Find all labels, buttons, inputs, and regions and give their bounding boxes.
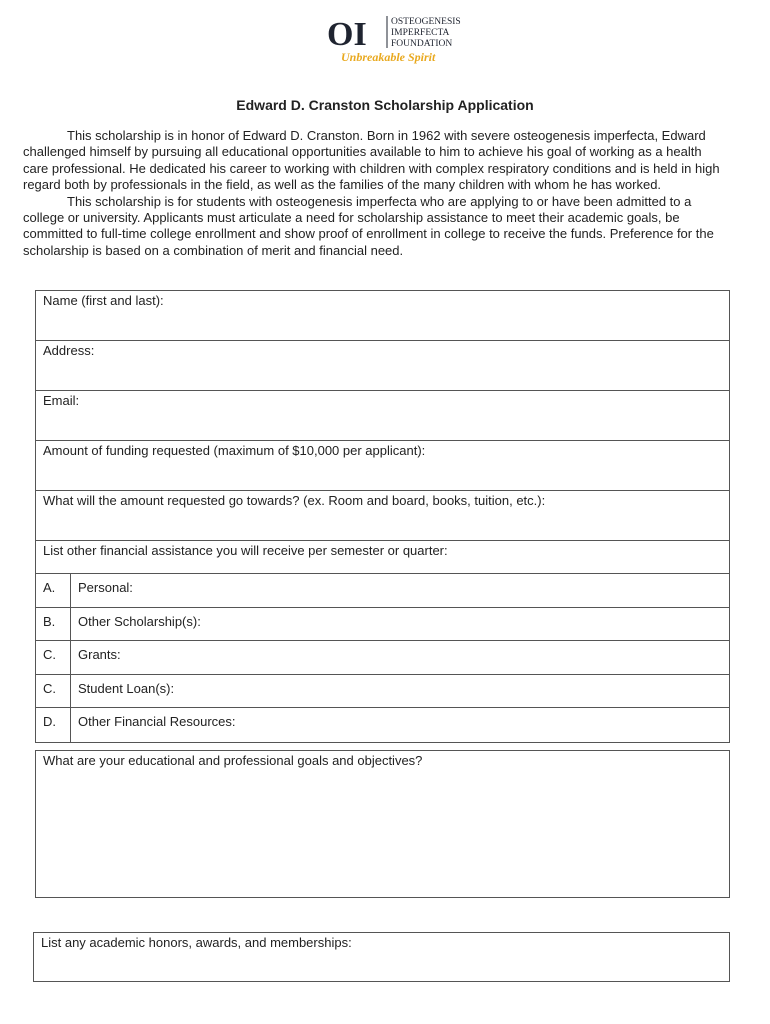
assistance-row-other-scholarships[interactable] bbox=[36, 608, 729, 642]
amount-requested-field[interactable]: Amount of funding requested (maximum of $10,000 per applicant): bbox=[36, 441, 729, 491]
assistance-letter: C. bbox=[36, 641, 71, 674]
intro-paragraph-2: This scholarship is for students with osteogenesis imperfecta who are applying to or have been admitted to a college or university. Applicants must articulate a need for scholarship assistance to meet their academic goals, be committed to full-time college enrollment and show proof of enrollment in college to receive the funds. Preference for the scholarship is based on a combination of merit and financial need. bbox=[23, 193, 714, 258]
goals-field[interactable]: What are your educational and professional goals and objectives? bbox=[35, 750, 730, 898]
assistance-label: Personal: bbox=[78, 580, 133, 595]
assistance-letter: D. bbox=[36, 708, 71, 742]
assistance-label: Student Loan(s): bbox=[78, 680, 175, 696]
assistance-label: Other Scholarship(s): bbox=[78, 613, 201, 629]
email-field[interactable]: Email: bbox=[36, 391, 729, 441]
logo-org-line3: FOUNDATION bbox=[391, 39, 453, 49]
logo-mark: OI bbox=[327, 16, 367, 53]
assistance-label: Other Financial Resources: bbox=[78, 714, 236, 729]
assistance-label: Grants: bbox=[78, 647, 121, 662]
assistance-row-student-loans[interactable] bbox=[36, 675, 729, 709]
honors-field[interactable]: List any academic honors, awards, and memberships: bbox=[33, 932, 730, 982]
oi-foundation-logo bbox=[327, 12, 467, 64]
name-field[interactable]: Name (first and last): bbox=[36, 291, 729, 341]
assistance-row-other-financial[interactable] bbox=[36, 708, 729, 742]
assistance-row-personal[interactable] bbox=[36, 574, 729, 608]
assistance-letter: B. bbox=[36, 608, 71, 641]
application-form bbox=[35, 290, 730, 743]
assistance-letter: C. bbox=[36, 675, 71, 708]
intro-text bbox=[23, 128, 728, 259]
intro-paragraph-1: This scholarship is in honor of Edward D. Cranston. Born in 1962 with severe osteogenesis imperfecta, Edward challenged himself by pursuing all educational opportunities available to him to achieve his goal of working as a health care professional. He dedicated his career to working with children with complex respiratory conditions and is held in high regard both by professionals in the field, as well as the families of the many children with whom he has worked. bbox=[23, 128, 720, 193]
logo-org-line1: OSTEOGENESIS bbox=[391, 17, 461, 27]
other-assistance-heading: List other financial assistance you will receive per semester or quarter: bbox=[36, 541, 729, 574]
assistance-row-grants[interactable] bbox=[36, 641, 729, 675]
logo-tagline: Unbreakable Spirit bbox=[341, 50, 436, 64]
amount-use-field[interactable]: What will the amount requested go towards? (ex. Room and board, books, tuition, etc.): bbox=[36, 491, 729, 541]
page-title: Edward D. Cranston Scholarship Application bbox=[236, 97, 534, 113]
logo-org-line2: IMPERFECTA bbox=[391, 28, 450, 38]
address-field[interactable]: Address: bbox=[36, 341, 729, 391]
assistance-letter: A. bbox=[36, 574, 71, 607]
